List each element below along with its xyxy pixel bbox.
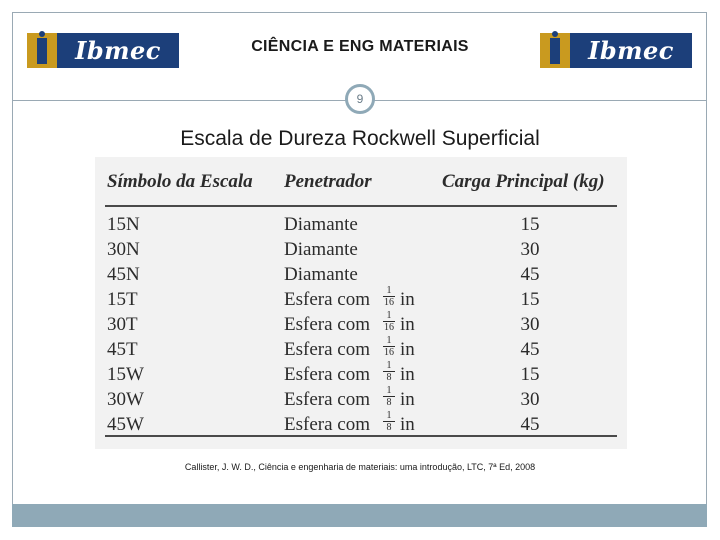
fraction-numerator: 1 xyxy=(386,285,392,296)
indenter-type: Diamante xyxy=(284,214,358,235)
ibmec-logo-text: Ibmec xyxy=(570,33,692,68)
ball-diameter-fraction xyxy=(382,285,396,308)
ibmec-logo-right xyxy=(540,33,692,68)
table-row xyxy=(95,362,627,387)
diameter-unit: in xyxy=(400,339,415,360)
table-row xyxy=(95,237,627,262)
major-load: 30 xyxy=(520,389,540,410)
indenter-type: Esfera com xyxy=(284,364,370,385)
table-row xyxy=(95,412,627,437)
fraction-denominator: 16 xyxy=(384,297,394,308)
scale-symbol: 30N xyxy=(107,239,140,260)
scale-symbol: 45W xyxy=(107,414,144,435)
scale-symbol: 45N xyxy=(107,264,140,285)
fraction-denominator: 8 xyxy=(386,422,392,433)
major-load: 45 xyxy=(520,414,540,435)
fraction-numerator: 1 xyxy=(386,310,392,321)
fraction-denominator: 16 xyxy=(384,322,394,333)
table-row xyxy=(95,337,627,362)
fraction-numerator: 1 xyxy=(386,360,392,371)
indenter-type: Esfera com xyxy=(284,414,370,435)
major-load: 45 xyxy=(520,339,540,360)
major-load: 15 xyxy=(520,214,540,235)
major-load: 15 xyxy=(520,289,540,310)
fraction-denominator: 8 xyxy=(386,372,392,383)
source-citation: Callister, J. W. D., Ciência e engenharia de materiais: uma introdução, LTC, 7ª Ed, 2008 xyxy=(184,462,536,472)
indenter-type: Esfera com xyxy=(284,314,370,335)
table-row xyxy=(95,312,627,337)
indenter-type: Esfera com xyxy=(284,389,370,410)
indenter-type: Esfera com xyxy=(284,339,370,360)
fraction-numerator: 1 xyxy=(386,335,392,346)
ibmec-i-mark-icon xyxy=(27,33,57,68)
fraction-numerator: 1 xyxy=(386,385,392,396)
table-header-rule xyxy=(105,205,617,207)
rockwell-superficial-table xyxy=(95,157,627,449)
ibmec-logo-left xyxy=(27,33,179,68)
indenter-type: Esfera com xyxy=(284,289,370,310)
diameter-unit: in xyxy=(400,414,415,435)
indenter-type: Diamante xyxy=(284,264,358,285)
ball-diameter-fraction xyxy=(382,410,396,433)
scale-symbol: 30W xyxy=(107,389,144,410)
table-row xyxy=(95,212,627,237)
ball-diameter-fraction xyxy=(382,360,396,383)
footer-bar xyxy=(12,504,707,527)
fraction-denominator: 16 xyxy=(384,347,394,358)
ball-diameter-fraction xyxy=(382,335,396,358)
scale-symbol: 30T xyxy=(107,314,138,335)
ibmec-logo-text: Ibmec xyxy=(57,33,179,68)
diameter-unit: in xyxy=(400,289,415,310)
table-row xyxy=(95,287,627,312)
scale-symbol: 15N xyxy=(107,214,140,235)
ibmec-i-mark-icon xyxy=(540,33,570,68)
table-header-indenter: Penetrador xyxy=(284,171,372,192)
major-load: 30 xyxy=(520,314,540,335)
table-header-symbol: Símbolo da Escala xyxy=(107,171,253,192)
indenter-type: Diamante xyxy=(284,239,358,260)
course-title: CIÊNCIA E ENG MATERIAIS xyxy=(251,38,469,55)
diameter-unit: in xyxy=(400,364,415,385)
table-header-load: Carga Principal (kg) xyxy=(442,171,605,192)
scale-symbol: 15W xyxy=(107,364,144,385)
scale-symbol: 15T xyxy=(107,289,138,310)
diameter-unit: in xyxy=(400,314,415,335)
fraction-denominator: 8 xyxy=(386,397,392,408)
table-row xyxy=(95,387,627,412)
diameter-unit: in xyxy=(400,389,415,410)
table-row xyxy=(95,262,627,287)
major-load: 45 xyxy=(520,264,540,285)
fraction-numerator: 1 xyxy=(386,410,392,421)
page-number: 9 xyxy=(345,84,375,114)
slide-title: Escala de Dureza Rockwell Superficial xyxy=(180,127,540,150)
ball-diameter-fraction xyxy=(382,385,396,408)
scale-symbol: 45T xyxy=(107,339,138,360)
major-load: 30 xyxy=(520,239,540,260)
major-load: 15 xyxy=(520,364,540,385)
ball-diameter-fraction xyxy=(382,310,396,333)
